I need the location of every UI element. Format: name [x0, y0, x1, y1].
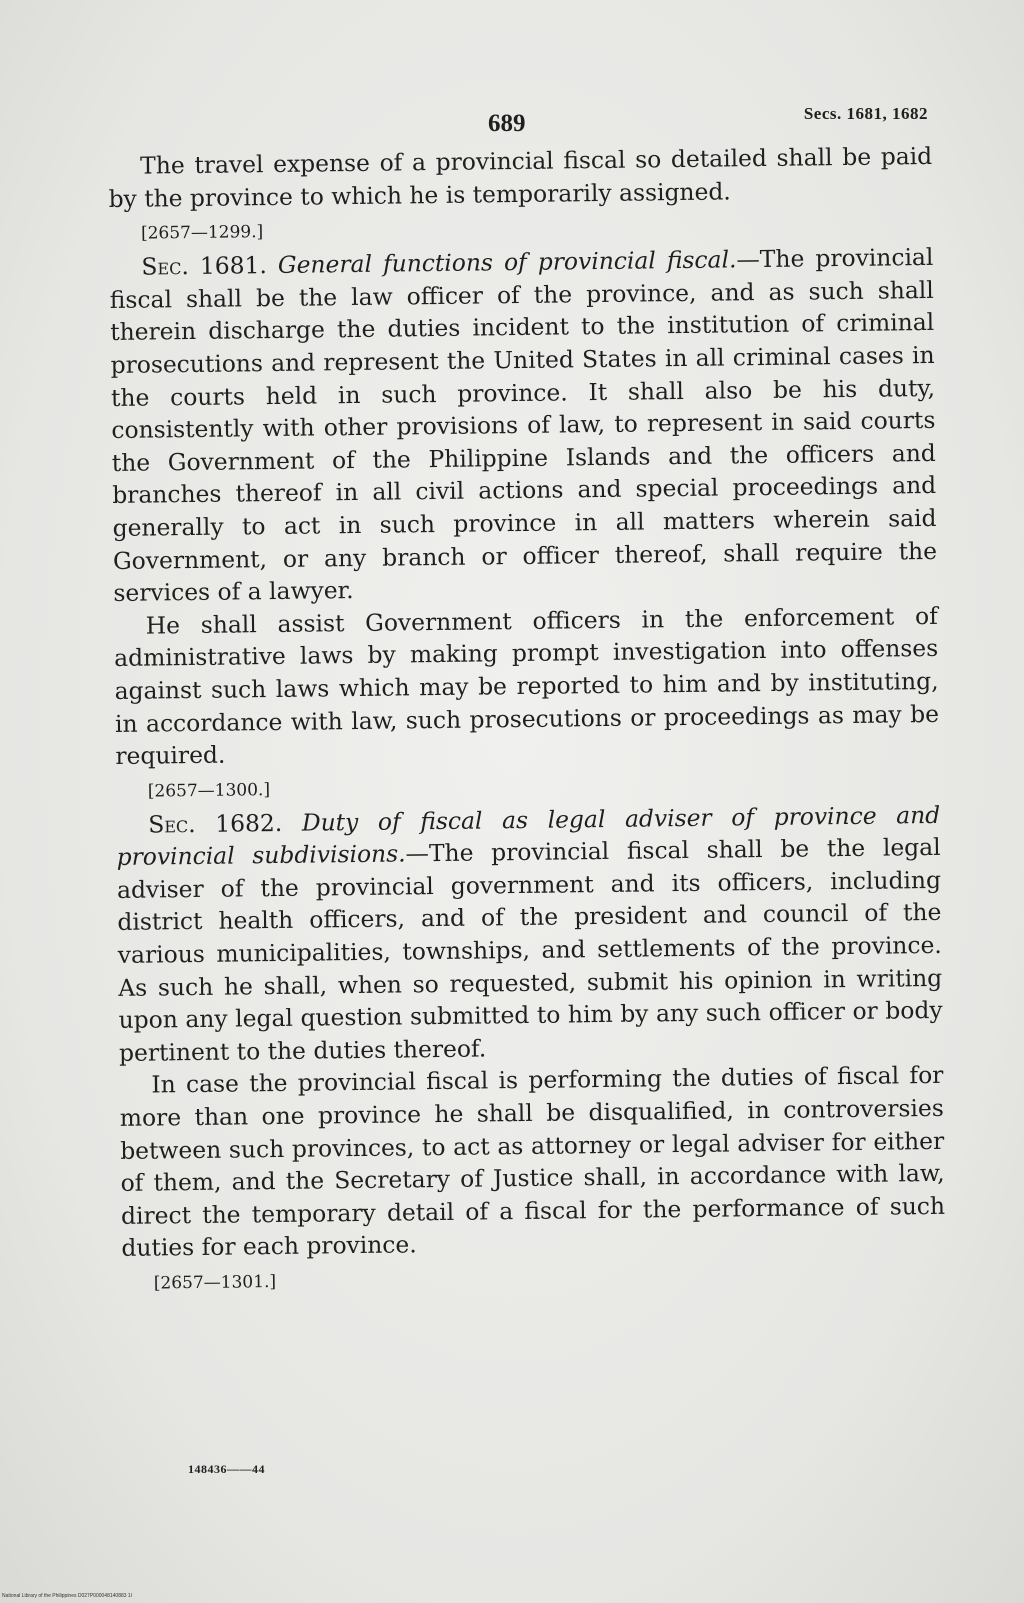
reference-1300: [2657—1300.] [147, 779, 271, 802]
page-header [0, 104, 1024, 144]
body-text [108, 140, 946, 1301]
section-1681-title: General functions of provincial fiscal. [277, 245, 737, 280]
section-range: Secs. 1681, 1682 [803, 104, 928, 123]
section-1681 [109, 241, 937, 610]
section-1681-text: —The provincial fiscal shall be the law officer of the province, and as such shall therein discharge the duties incident to the institution of criminal prosecutions and represent the United States in all criminal cases in the courts held in such province. It shall also be his duty, consistently with other provisions of law, to represent in said courts the Government of the Philippine Islands and the officers and branches thereof in all civil actions and special proceedings and generally to act in such province in all matters wherein said Government, or any branch or officer thereof, shall require the services of a lawyer. [109, 243, 938, 608]
page-number: 689 [488, 110, 526, 137]
section-1681-label: Sec. 1681. [141, 251, 268, 281]
paragraph-multiple-provinces: In case the provincial fiscal is performing the duties of fiscal for more than one province he shall be disqualified, in controversies between such provinces, to act as attorney or legal adviser for either of them, and the Secretary of Justice shall, in accordance with law, direct the temporary detail of a fiscal for the performance of such duties for each province. [119, 1061, 946, 1263]
section-1682-title: Duty of fiscal as legal adviser of province and provincial subdivisions. [116, 800, 941, 872]
reference-1301: [2657—1301.] [153, 1272, 277, 1294]
reference-1299: [2657—1299.] [140, 222, 264, 244]
printer-signature-code: 148436——44 [188, 1462, 265, 1476]
paragraph-assist-officers: He shall assist Government officers in the enforcement of administrative laws by making prompt investigation into offenses against such laws which may be reported to him and by instituting, in accordance with law, such prosecutions or proceedings as may be required. [114, 601, 940, 771]
paragraph-travel-expense: The travel expense of a provincial fiscal so detailed shall be paid by the province to which he is temporarily assigned. [108, 141, 933, 213]
section-1682-label: Sec. 1682. [148, 808, 283, 839]
section-1682 [116, 799, 943, 1070]
scan-footer: National Library of the Philippines D027P000048140883 1l [2, 1593, 132, 1599]
section-1682-text: —The provincial fiscal shall be the legal adviser of the provincial government and its officers, including district health officers, and of the president and council of the various municipalities, townships, and settlements of the province. As such he shall, when so requested, submit his opinion in writing upon any legal question submitted to him by any such officer or body pertinent to the duties thereof. [116, 833, 943, 1067]
